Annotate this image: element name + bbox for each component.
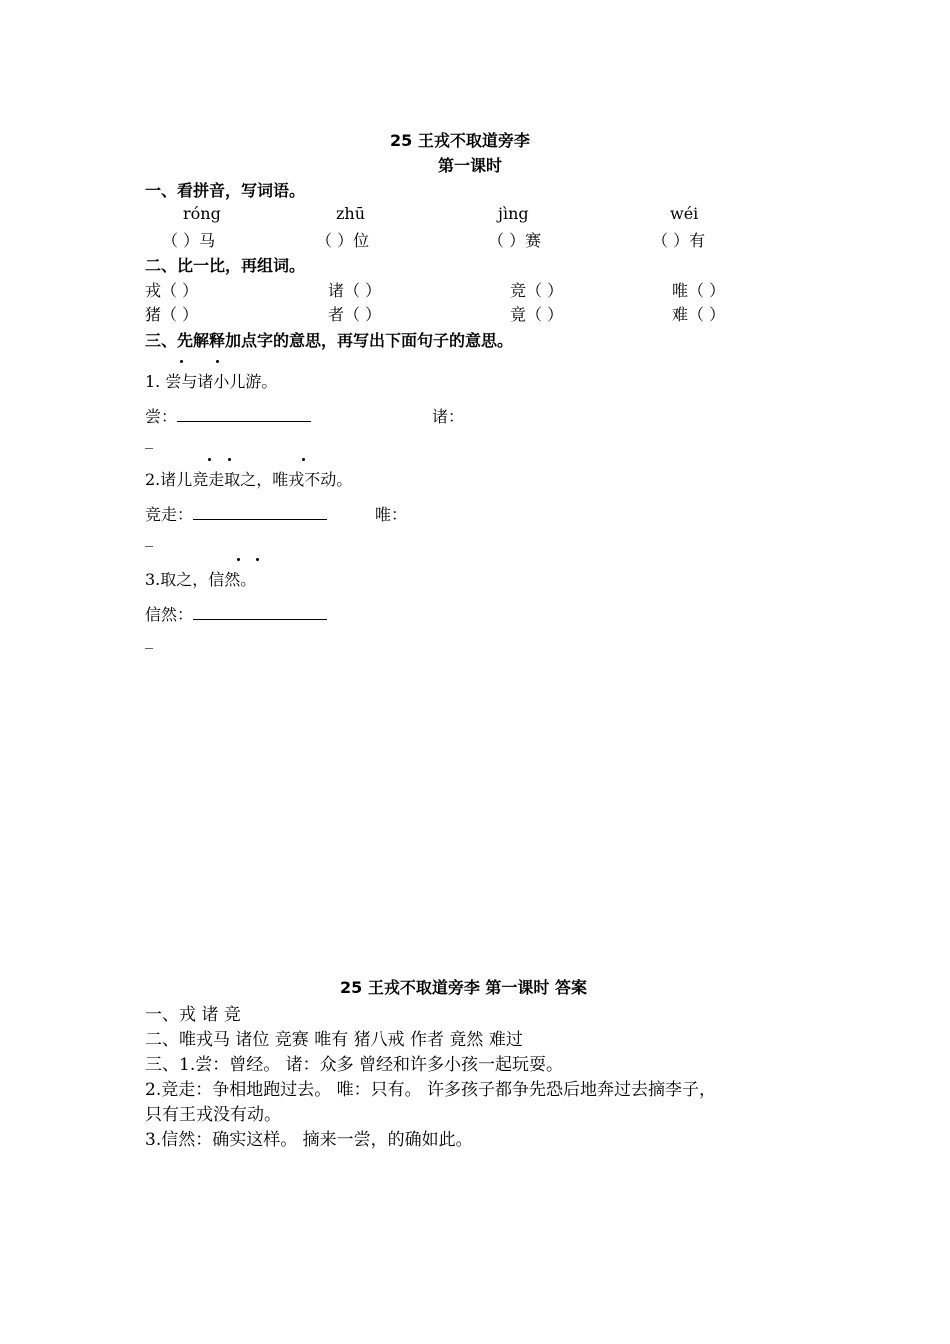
dash-mark: _ (145, 528, 153, 547)
emphasis-dot (237, 558, 240, 561)
pinyin-2: zhū (336, 204, 366, 223)
compare-row2-3: 竟（ ） (510, 305, 564, 324)
worksheet-title: 25 王戎不取道旁李 (390, 131, 530, 150)
pinyin-blank-1: （ ）马 (162, 231, 216, 250)
answer-line-3: 三、1.尝：曾经。 诸：众多 曾经和许多小孩一起玩耍。 (145, 1055, 564, 1075)
q3-answer-a (145, 602, 327, 625)
emphasis-dot (216, 360, 219, 363)
compare-row1-2: 诸（ ） (328, 281, 382, 300)
answer-line (193, 605, 327, 620)
answer-line (177, 407, 311, 422)
emphasis-dot (302, 458, 305, 461)
pinyin-blank-3: （ ）赛 (488, 231, 542, 250)
answer-title: 25 王戎不取道旁李 第一课时 答案 (340, 978, 587, 997)
worksheet-subtitle: 第一课时 (438, 156, 503, 175)
emphasis-dot (256, 558, 259, 561)
emphasis-dot (180, 360, 183, 363)
compare-row1-3: 竞（ ） (510, 281, 564, 300)
pinyin-4: wéi (670, 204, 699, 223)
q2-answer-a (145, 502, 327, 525)
compare-row1-4: 唯（ ） (672, 281, 726, 300)
section2-heading: 二、比一比，再组词。 (145, 256, 306, 275)
dash-mark: _ (145, 430, 153, 449)
pinyin-3: jìng (498, 204, 529, 223)
answer-line (193, 505, 327, 520)
section3-heading: 三、先解释加点字的意思，再写出下面句子的意思。 (145, 331, 514, 350)
answer-line-4: 2.竞走：争相地跑过去。 唯：只有。 许多孩子都争先恐后地奔过去摘李子， (145, 1080, 717, 1100)
question-3: 3.取之，信然。 (145, 570, 257, 589)
compare-row1-1: 戎（ ） (145, 281, 199, 300)
q1-label-b: 诸： (432, 407, 465, 426)
compare-row2-2: 者（ ） (328, 305, 382, 324)
pinyin-blank-2: （ ）位 (316, 231, 370, 250)
question-2: 2.诸儿竞走取之，唯戎不动。 (145, 470, 353, 489)
q2-label-a: 竞走： (145, 505, 194, 524)
question-1: 1. 尝与诸小儿游。 (145, 372, 278, 391)
q2-label-b: 唯： (375, 505, 408, 524)
answer-line-1: 一、戎 诸 竞 (145, 1005, 241, 1025)
dash-mark: _ (145, 630, 153, 649)
emphasis-dot (208, 458, 211, 461)
q1-label-a: 尝： (145, 407, 178, 426)
pinyin-1: róng (183, 204, 221, 223)
section1-heading: 一、看拼音，写词语。 (145, 181, 306, 200)
answer-line-6: 3.信然：确实这样。 摘来一尝，的确如此。 (145, 1130, 473, 1150)
compare-row2-1: 猪（ ） (145, 305, 199, 324)
compare-row2-4: 难（ ） (672, 305, 726, 324)
answer-line-2: 二、唯戎马 诸位 竞赛 唯有 猪八戒 作者 竟然 难过 (145, 1030, 523, 1050)
q3-label-a: 信然： (145, 605, 194, 624)
answer-line-5: 只有王戎没有动。 (145, 1105, 281, 1125)
q1-answer-a (145, 404, 311, 427)
pinyin-blank-4: （ ）有 (652, 231, 706, 250)
emphasis-dot (228, 458, 231, 461)
